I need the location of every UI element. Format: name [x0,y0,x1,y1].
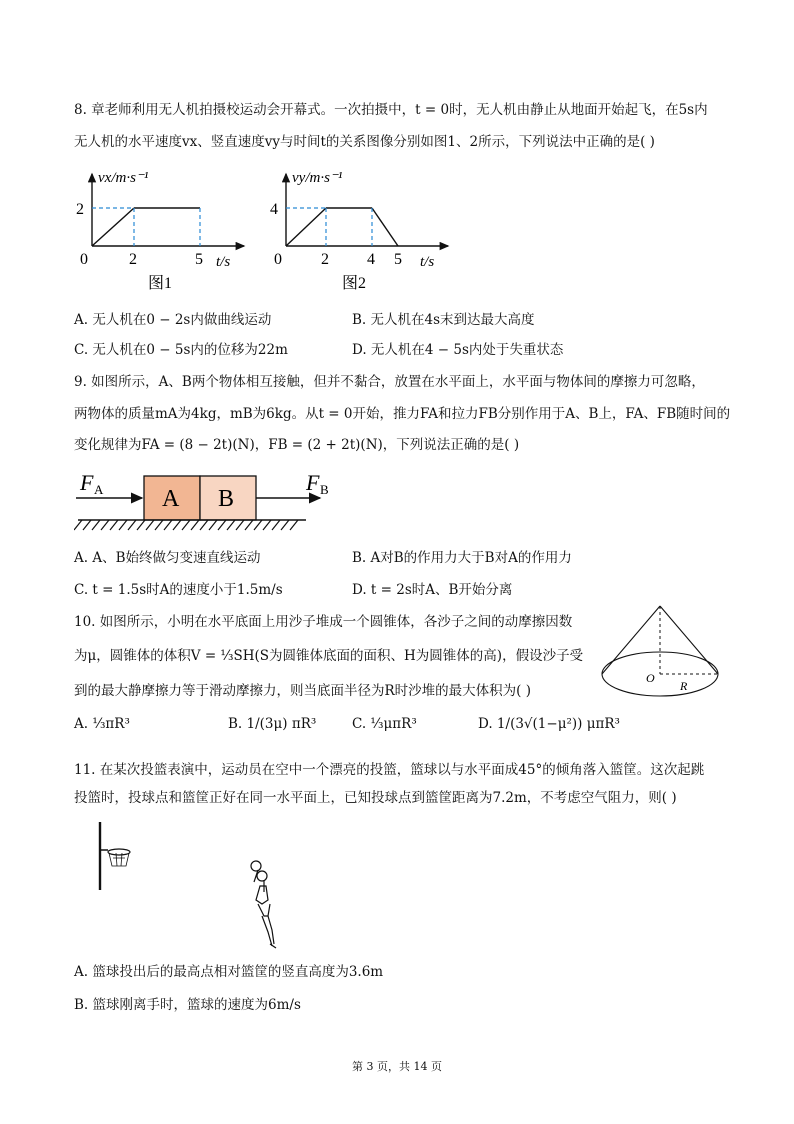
q10-cone-figure [598,602,726,704]
fig1-xtick-2: 2 [129,251,137,268]
q9-option-c: C. t = 1.5s时A的速度小于1.5m/s [74,582,283,598]
fig2-xtick-5: 5 [394,251,402,268]
fb-sub-label: B [320,482,329,497]
q11-option-b: B. 篮球刚离手时，篮球的速度为6m/s [74,997,301,1013]
ground-hatch [218,520,226,530]
fig2-ylabel: vy/m·s⁻¹ [292,170,343,186]
ground-hatch [173,520,181,530]
q10-line-3: 到的最大静摩擦力等于滑动摩擦力，则当底面半径为R时沙堆的最大体积为( ) [74,683,531,699]
q8-option-d: D. 无人机在4 − 5s内处于失重状态 [352,342,564,358]
q9-option-d: D. t = 2s时A、B开始分离 [352,582,513,598]
fig1-xlabel: t/s [216,254,231,270]
q9-line-2: 两物体的质量mA为4kg，mB为6kg。从t = 0开始，推力FA和拉力FB分别作用于A、B上，FA、FB随时间的 [74,406,731,422]
block-b-label: B [218,486,235,512]
ground-hatch [83,520,91,530]
q8-figure-1 [72,166,252,302]
fa-label: F [80,470,94,495]
ground-hatch [110,520,118,530]
fig2-xlabel: t/s [420,254,435,270]
page-footer: 第 3 页，共 14 页 [352,1060,442,1073]
q8-option-a: A. 无人机在0 − 2s内做曲线运动 [74,312,272,328]
ground-hatch [245,520,253,530]
ground-hatch [146,520,154,530]
cone-radius-label: R [680,679,688,693]
q9-line-1: 9. 如图所示，A、B两个物体相互接触，但并不黏合，放置在水平面上，水平面与物体间的摩擦力可忽略， [74,374,705,390]
ground-hatch [137,520,145,530]
q9-line-3: 变化规律为FA = (8 − 2t)(N)，FB = (2 + 2t)(N)，下列说法正确的是( ) [74,437,520,453]
q9-option-a: A. A、B始终做匀变速直线运动 [74,550,261,566]
ground-hatch [182,520,190,530]
fig1-caption: 图1 [148,275,173,292]
ground-hatch [254,520,262,530]
fa-sub-label: A [94,482,104,497]
ground-hatch [155,520,163,530]
fig2-origin: 0 [274,251,282,268]
q11-line-2: 投篮时，投球点和篮筐正好在同一水平面上，已知投球点到篮筐距离为7.2m，不考虑空气阻力，则( ) [74,790,677,806]
ground-hatch [164,520,172,530]
ground-hatch [92,520,100,530]
block-a-label: A [162,486,180,512]
q10-option-d: D. 1/(3√(1−μ²)) μπR³ [478,716,620,732]
q8-line-2: 无人机的水平速度vx、竖直速度vy与时间t的关系图像分别如图1、2所示，下列说法中正确的是( ) [74,134,655,150]
ground-hatch [227,520,235,530]
fig1-origin: 0 [80,251,88,268]
fig1-xtick-5: 5 [195,251,203,268]
q11-basketball-figure [92,820,282,954]
fig2-xtick-4: 4 [367,251,375,268]
q8-option-b: B. 无人机在4s末到达最大高度 [352,312,535,328]
q9-option-b: B. A对B的作用力大于B对A的作用力 [352,550,572,566]
hoop-icon [108,849,130,855]
ground-hatch [263,520,271,530]
q11-option-a: A. 篮球投出后的最高点相对篮筐的竖直高度为3.6m [74,964,384,980]
cone-center-label: O [646,671,655,685]
basketball-player-icon [251,861,276,948]
fig2-caption: 图2 [342,275,367,292]
q10-line-1: 10. 如图所示，小明在水平底面上用沙子堆成一个圆锥体，各沙子之间的动摩擦因数 [74,614,573,630]
ground-hatch [119,520,127,530]
q10-option-a: A. ⅓πR³ [74,716,130,732]
ground-hatch [272,520,280,530]
ground-hatch [101,520,109,530]
fig1-ytick: 2 [76,201,84,218]
ground-hatch [128,520,136,530]
q8-option-c: C. 无人机在0 − 5s内的位移为22m [74,342,288,358]
q11-line-1: 11. 在某次投篮表演中，运动员在空中一个漂亮的投篮，篮球以与水平面成45°的倾角落入篮筐。这次起跳 [74,762,705,778]
fig1-ylabel: vx/m·s⁻¹ [98,170,149,186]
fig2-ytick: 4 [270,201,278,218]
ground-hatch [290,520,298,530]
fig2-xtick-2: 2 [321,251,329,268]
fb-label: F [306,470,320,495]
ground-hatch [74,520,82,530]
q8-line-1: 8. 章老师利用无人机拍摄校运动会开幕式。一次拍摄中，t = 0时，无人机由静止从地面开始起飞，在5s内 [74,102,708,118]
q8-figure-2 [268,166,458,302]
q10-option-b: B. 1/(3μ) πR³ [228,716,317,732]
ground-hatch [200,520,208,530]
q10-option-c: C. ⅓μπR³ [352,716,417,732]
ground-hatch [281,520,289,530]
ground-hatch [209,520,217,530]
ground-hatch [191,520,199,530]
ground-hatch [236,520,244,530]
q9-figure [74,462,344,540]
q10-line-2: 为μ，圆锥体的体积V = ⅓SH(S为圆锥体底面的面积、H为圆锥体的高)，假设沙子受 [74,648,584,664]
